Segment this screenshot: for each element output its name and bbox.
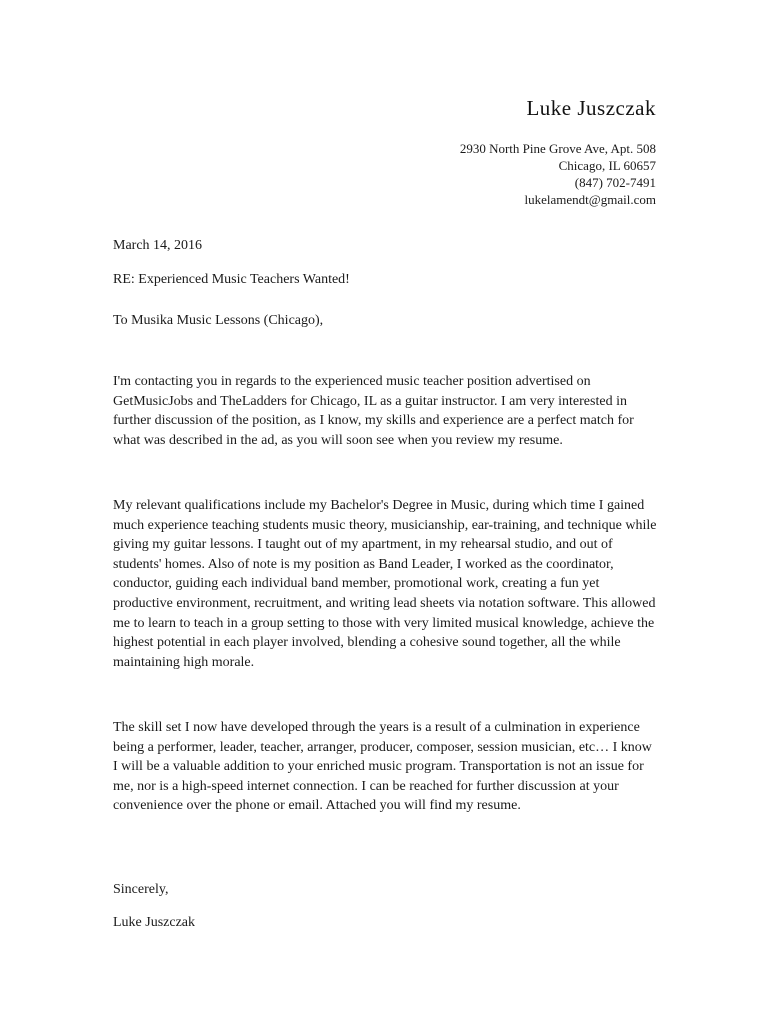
sender-address-block [460,140,656,208]
letter-date: March 14, 2016 [113,238,203,253]
paragraph-1: I'm contacting you in regards to the experienced music teacher position advertised on GetMusicJobs and TheLadders for Chicago, IL as a guitar instructor. I am very interested in further discussion of the position, as I know, my skills and experience are a perfect match for what was described in the ad, as you will soon see when you review my resume. [113,374,634,448]
letter-closing: Sincerely, [113,882,169,897]
letter-subject: RE: Experienced Music Teachers Wanted! [113,272,350,287]
address-line-street: 2930 North Pine Grove Ave, Apt. 508 [459,141,656,156]
sender-email: lukelamendt@gmail.com [524,192,656,207]
address-line-city: Chicago, IL 60657 [558,158,656,173]
paragraph-3: The skill set I now have developed through the years is a result of a culmination in experience being a performer, leader, teacher, arranger, producer, composer, session musician, etc… I know I will be a valuable addition to your enriched music program. Transportation is not an issue for me, nor is a high-speed internet connection. I can be reached for further discussion at your convenience over the phone or email. Attached you will find my resume. [113,720,652,814]
letter-signature: Luke Juszczak [113,915,196,930]
paragraph-2: My relevant qualifications include my Bachelor's Degree in Music, during which time I gained much experience teaching students music theory, musicianship, ear-training, and technique while giving my guitar lessons. I taught out of my apartment, in my rehearsal studio, and out of students' homes. Also of note is my position as Band Leader, I worked as the coordinator, conductor, guiding each individual band member, promotional work, creating a fun yet productive environment, recruitment, and writing lead sheets via notation software. This allowed me to learn to teach in a group setting to those with very limited musical knowledge, achieve the highest potential in each player involved, blending a cohesive sound together, all the while maintaining high morale. [113,498,657,670]
sender-name: Luke Juszczak [526,96,656,120]
letter-salutation: To Musika Music Lessons (Chicago), [113,313,324,328]
sender-phone: (847) 702-7491 [574,175,656,190]
